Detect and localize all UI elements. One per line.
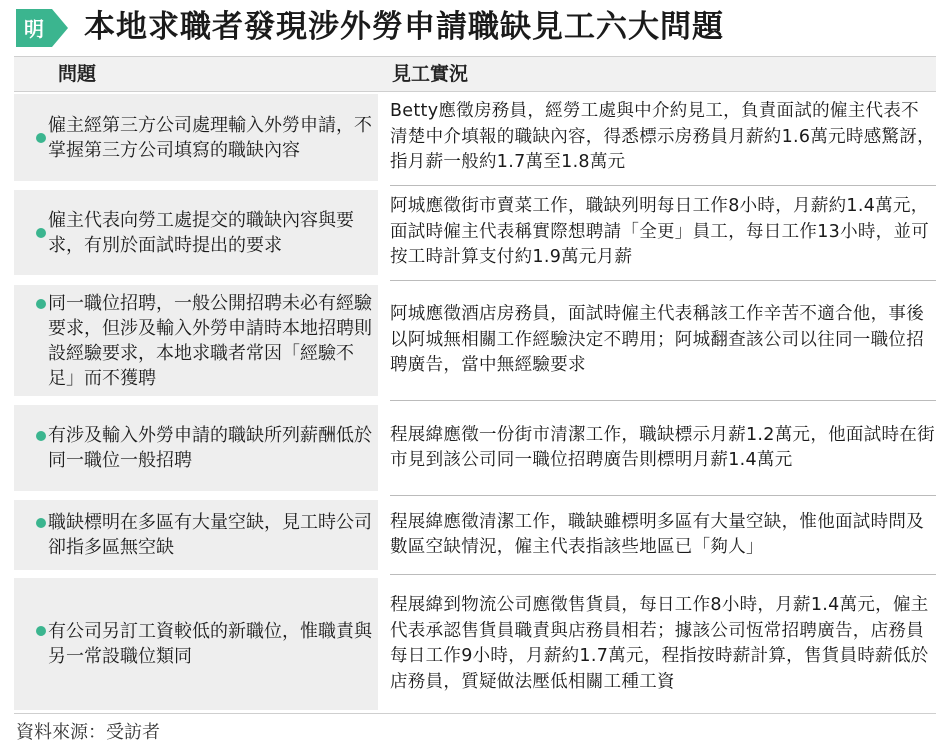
row-divider (390, 495, 936, 496)
bottom-divider (14, 713, 936, 714)
bullet-icon (36, 133, 46, 143)
issue-cell (14, 190, 378, 275)
issue-text: 有公司另訂工資較低的新職位，惟職責與另一常設職位類同 (48, 621, 372, 667)
row-divider (390, 185, 936, 186)
issue-cell (14, 285, 378, 396)
issue-cell (14, 578, 378, 710)
table-row (14, 94, 936, 181)
column-header-case: 見工實況 (384, 56, 936, 92)
page-title: 本地求職者發現涉外勞申請職缺見工六大問題 (84, 9, 724, 45)
bullet-icon (36, 518, 46, 528)
table-row (14, 285, 936, 396)
issue-text: 有涉及輸入外勞申請的職缺所列薪酬低於同一職位一般招聘 (48, 425, 372, 471)
case-text: 程展緯到物流公司應徵售貨員，每日工作8小時，月薪1.4萬元，僱主代表承認售貨員職責與店務員相若；據該公司恆常招聘廣告，店務員每日工作9小時，月薪約1.7萬元，程指按時薪計算，售貨員時薪低於店務員，質疑做法壓低相關工種工資 (390, 595, 929, 692)
issue-cell (14, 500, 378, 570)
case-cell (390, 190, 936, 275)
table-row (14, 405, 936, 491)
table-row (14, 500, 936, 570)
case-cell (390, 578, 936, 710)
case-cell (390, 285, 936, 396)
case-cell (390, 94, 936, 181)
case-cell (390, 405, 936, 491)
source-note: 資料來源：受訪者 (16, 722, 160, 743)
column-header-issue: 問題 (14, 56, 384, 92)
header (0, 0, 950, 56)
svg-text:明: 明 (24, 17, 44, 41)
case-text: 阿城應徵街市賣菜工作，職缺列明每日工作8小時，月薪約1.4萬元，面試時僱主代表稱實際想聘請「全更」員工，每日工作13小時，並可按工時計算支付約1.9萬元月薪 (390, 196, 930, 268)
issue-cell (14, 94, 378, 181)
case-text: 程展緯應徵清潔工作，職缺雖標明多區有大量空缺，惟他面試時問及數區空缺情況，僱主代表指該些地區已「夠人」 (390, 511, 924, 557)
case-cell (390, 500, 936, 570)
issue-text: 僱主代表向勞工處提交的職缺內容與要求，有別於面試時提出的要求 (48, 209, 354, 256)
ming-logo-icon (12, 7, 70, 49)
bullet-icon (36, 228, 46, 238)
table-row (14, 190, 936, 275)
row-divider (390, 574, 936, 575)
issue-text: 僱主經第三方公司處理輸入外勞申請，不掌握第三方公司填寫的職缺內容 (48, 114, 372, 161)
case-text: 程展緯應徵一份街市清潔工作，職缺標示月薪1.2萬元，他面試時在街市見到該公司同一職位招聘廣告則標明月薪1.4萬元 (390, 424, 935, 470)
table-row (14, 578, 936, 710)
bullet-icon (36, 626, 46, 636)
issue-cell (14, 405, 378, 491)
case-text: 阿城應徵酒店房務員，面試時僱主代表稱該工作辛苦不適合他，事後以阿城無相關工作經驗決定不聘用；阿城翻查該公司以往同一職位招聘廣告，當中無經驗要求 (390, 304, 924, 376)
issue-text: 同一職位招聘，一般公開招聘未必有經驗要求，但涉及輸入外勞申請時本地招聘則設經驗要求，本地求職者常因「經驗不足」而不獲聘 (48, 292, 372, 389)
bullet-icon (36, 299, 46, 309)
issue-text: 職缺標明在多區有大量空缺，見工時公司卻指多區無空缺 (48, 512, 372, 558)
row-divider (390, 280, 936, 281)
row-divider (390, 400, 936, 401)
case-text: Betty應徵房務員，經勞工處與中介約見工，負責面試的僱主代表不清楚中介填報的職缺內容，得悉標示房務員月薪約1.6萬元時感驚訝，指月薪一般約1.7萬至1.8萬元 (390, 101, 935, 173)
bullet-icon (36, 431, 46, 441)
